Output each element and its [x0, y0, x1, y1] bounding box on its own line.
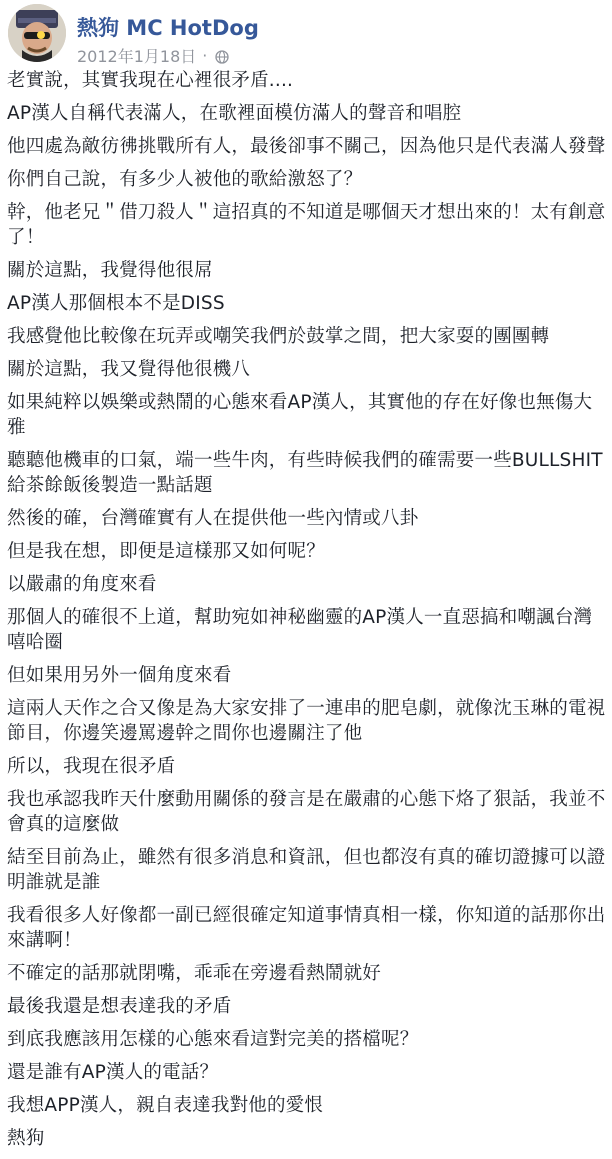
post-paragraph: 那個人的確很不上道，幫助宛如神秘幽靈的AP漢人一直惡搞和嘲諷台灣嘻哈圈 — [7, 607, 593, 653]
post-paragraph: 關於這點，我覺得他很屌 — [7, 260, 213, 281]
author-name[interactable]: 熱狗 MC HotDog — [77, 16, 259, 40]
post-paragraph: 最後我還是想表達我的矛盾 — [7, 996, 232, 1017]
post-paragraph: 以嚴肅的角度來看 — [7, 574, 157, 595]
globe-icon[interactable] — [215, 49, 229, 63]
post-paragraph: 他四處為敵彷彿挑戰所有人，最後卻事不關己，因為他只是代表滿人發聲 — [7, 136, 606, 157]
post-paragraph: 結至目前為止，雖然有很多消息和資訊，但也都沒有真的確切證據可以證明誰就是誰 — [7, 847, 606, 893]
post-meta — [77, 44, 229, 67]
post-paragraph: AP漢人那個根本不是DISS — [7, 293, 225, 314]
post-paragraph: 然後的確，台灣確實有人在提供他一些內情或八卦 — [7, 508, 419, 529]
post-body — [7, 68, 607, 1159]
post-paragraph: 老實說，其實我現在心裡很矛盾.... — [7, 70, 294, 91]
post-paragraph: 關於這點，我又覺得他很機八 — [7, 359, 251, 380]
post-paragraph: 到底我應該用怎樣的心態來看這對完美的搭檔呢？ — [7, 1029, 419, 1050]
post-paragraph: 我也承認我昨天什麼動用關係的發言是在嚴肅的心態下烙了狠話，我並不會真的這麼做 — [7, 789, 606, 835]
post-paragraph: 不確定的話那就閉嘴，乖乖在旁邊看熱鬧就好 — [7, 963, 382, 984]
post-paragraph: 我想APP漢人，親自表達我對他的愛恨 — [7, 1095, 324, 1116]
post-paragraph: 聽聽他機車的口氣，端一些牛肉，有些時候我們的確需要一些BULLSHIT給茶餘飯後製造一點話題 — [7, 450, 603, 496]
post-paragraph: 熱狗 — [7, 1128, 45, 1149]
post-paragraph: 你們自己說，有多少人被他的歌給激怒了？ — [7, 169, 363, 190]
post-paragraph: 但如果用另外一個角度來看 — [7, 665, 232, 686]
post-paragraph: 還是誰有AP漢人的電話？ — [7, 1062, 219, 1083]
post-paragraph: 這兩人天作之合又像是為大家安排了一連串的肥皂劇，就像沈玉琳的電視節目，你邊笑邊罵邊幹之間你也邊關注了他 — [7, 698, 606, 744]
post-paragraph: 如果純粹以娛樂或熱鬧的心態來看AP漢人，其實他的存在好像也無傷大雅 — [7, 392, 593, 438]
meta-separator: · — [202, 46, 208, 65]
post-paragraph: 幹，他老兄＂借刀殺人＂這招真的不知道是哪個天才想出來的！太有創意了！ — [7, 202, 606, 248]
post-paragraph: 我感覺他比較像在玩弄或嘲笑我們於鼓掌之間，把大家耍的團團轉 — [7, 326, 550, 347]
post-header — [8, 4, 604, 68]
post-paragraph: 但是我在想，即便是這樣那又如何呢？ — [7, 541, 325, 562]
post-paragraph: 我看很多人好像都一副已經很確定知道事情真相一樣，你知道的話那你出來講啊！ — [7, 905, 606, 951]
post-paragraph: 所以，我現在很矛盾 — [7, 756, 176, 777]
avatar[interactable] — [8, 4, 66, 62]
post-date[interactable]: 2012年1月18日 — [77, 47, 197, 66]
post-paragraph: AP漢人自稱代表滿人，在歌裡面模仿滿人的聲音和唱腔 — [7, 103, 462, 124]
